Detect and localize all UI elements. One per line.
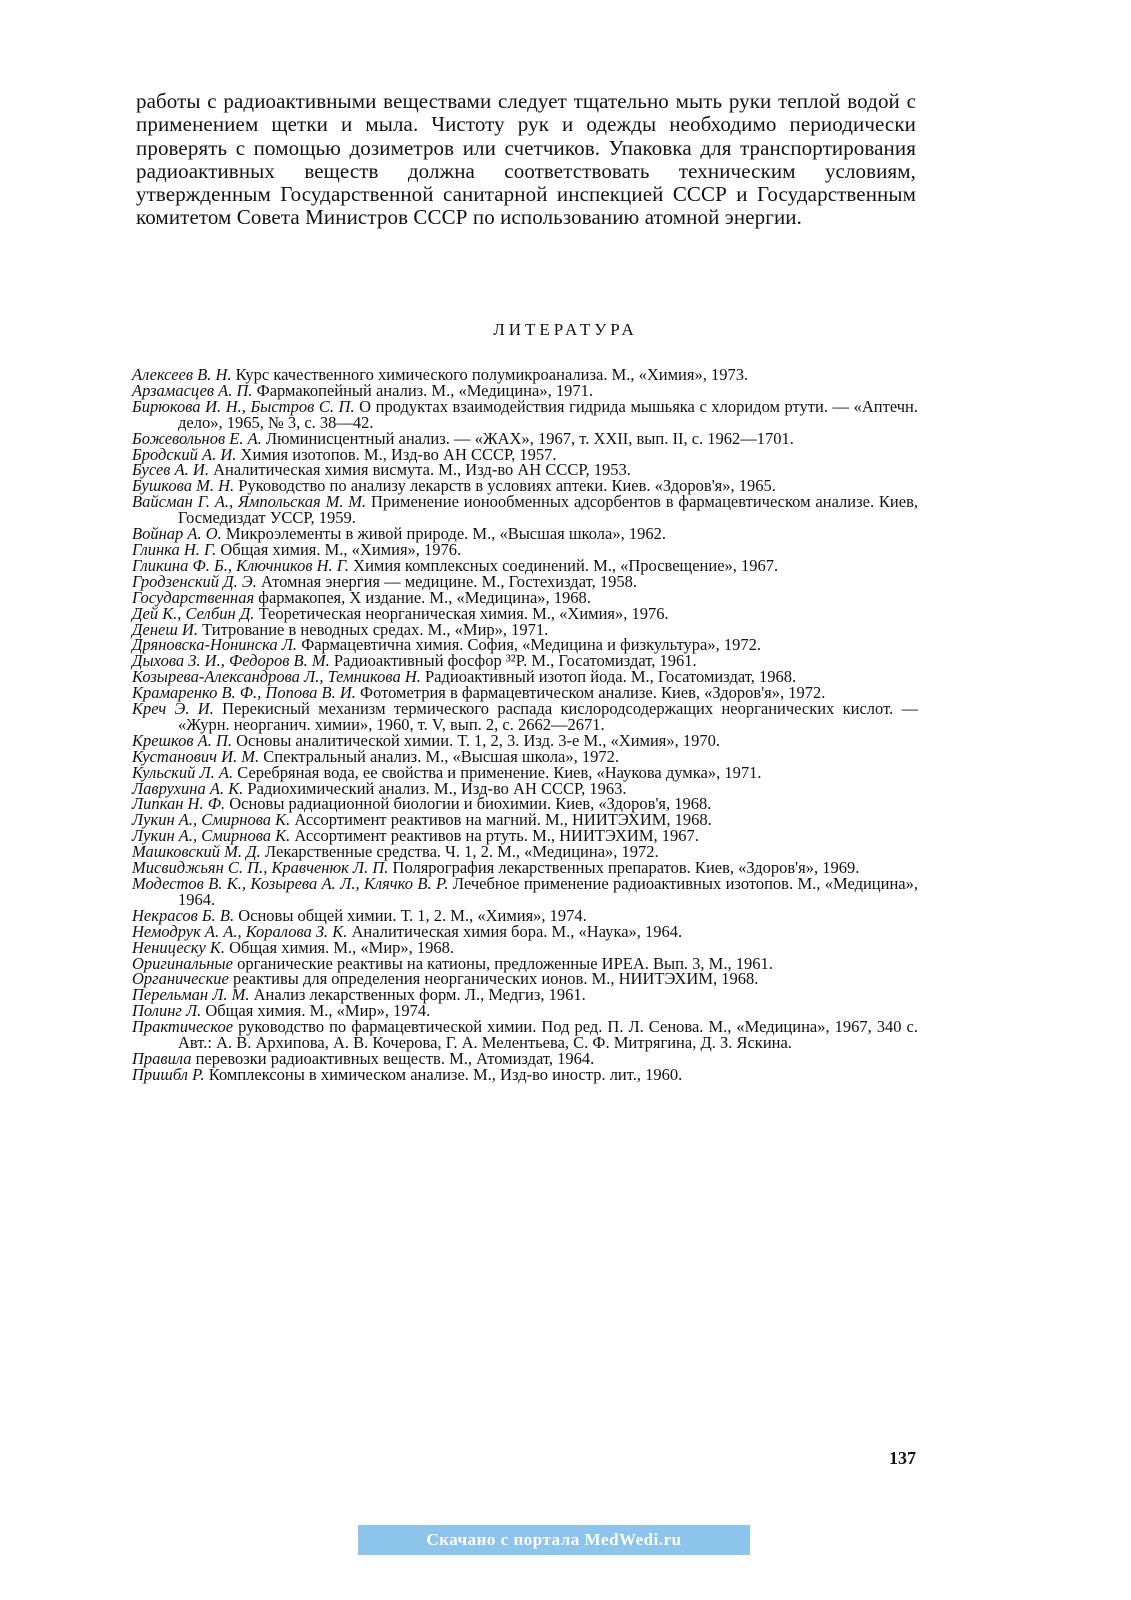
reference-text: Микроэлементы в живой природе. М., «Высшая школа», 1962. [221, 524, 666, 544]
reference-item [132, 396, 918, 432]
reference-text: Теоретическая неорганическая химия. М., «Химия», 1976. [254, 603, 669, 623]
reference-text: Перекисный механизм термического распада кислородсодержащих неорганических кислот. — «Журн. неорганич. химии», 1960, т. V, вып. 2, с. 2662—2671. [178, 699, 919, 734]
reference-text: Применение ионообменных адсорбентов в фармацевтическом анализе. Киев, Госмедиздат УССР, 1959. [178, 492, 918, 528]
reference-text: Радиоактивный изотоп йода. М., Госатомиздат, 1968. [420, 667, 797, 687]
reference-author: Бирюкова И. Н., Быстров С. П. [132, 396, 355, 416]
reference-text: Основы общей химии. Т. 1, 2. М., «Химия», 1974. [234, 905, 587, 925]
reference-author: Гродзенский Д. Э. [132, 571, 257, 591]
reference-text: Химия комплексных соединений. М., «Просвещение», 1967. [349, 555, 779, 575]
reference-author: Бродский А. И. [132, 444, 237, 464]
reference-text: Руководство по анализу лекарств в условиях аптеки. Киев. «Здоров'я», 1965. [234, 476, 776, 496]
reference-author: Дей К., Селбин Д. [132, 603, 255, 623]
reference-author: Кульский Л. А. [132, 762, 234, 782]
reference-text: Фармакопейный анализ. М., «Медицина», 1971. [252, 380, 593, 400]
reference-text: Титрование в неводных средах. М., «Мир», 1971. [197, 619, 549, 639]
reference-author: Мисвиджьян С. П., Кравченюк Л. П. [132, 858, 389, 878]
reference-text: Фотометрия в фармацевтическом анализе. Киев, «Здоров'я», 1972. [355, 683, 826, 703]
reference-text: Общая химия. М., «Мир», 1974. [201, 1001, 431, 1021]
reference-author: Модестов В. К., Козырева А. Л., Клячко В. Р. [132, 874, 449, 893]
reference-text: Лекарственные средства. Ч. 1, 2. М., «Медицина», 1972. [260, 842, 659, 862]
reference-author: Арзамасцев А. П. [132, 380, 253, 400]
reference-text: Основы аналитической химии. Т. 1, 2, 3. Изд. 3-е М., «Химия», 1970. [231, 730, 721, 750]
reference-author: Оригинальные [132, 953, 233, 973]
reference-author: Вайсман Г. А., Ямпольская М. М. [132, 492, 367, 512]
reference-text: Аналитическая химия бора. М., «Наука», 1964. [347, 921, 683, 941]
reference-author: Дряновска-Нонинска Л. [132, 635, 298, 655]
reference-author: Перельман Л. М. [132, 985, 250, 1005]
reference-text: Ассортимент реактивов на ртуть. М., НИИТЭХИМ, 1967. [290, 826, 699, 846]
reference-text: Лечебное применение радиоактивных изотопов. М., «Медицина», 1964. [178, 874, 918, 909]
reference-text: реактивы для определения неорганических ионов. М., НИИТЭХИМ, 1968. [228, 969, 759, 989]
reference-text: перевозки радиоактивных веществ. М., Атомиздат, 1964. [191, 1048, 595, 1068]
reference-author: Денеш И. [132, 619, 198, 639]
reference-author: Пришбл Р. [132, 1064, 205, 1084]
reference-text: Курс качественного химического полумикроанализа. М., «Химия», 1973. [231, 365, 749, 384]
reference-author: Креч Э. И. [132, 699, 214, 719]
reference-author: Крамаренко В. Ф., Попова В. И. [132, 683, 356, 703]
reference-author: Крешков А. П. [132, 730, 232, 750]
intro-paragraph: работы с радиоактивными веществами следует тщательно мыть руки теплой водой с применением щетки и мыла. Чистоту рук и одежды необходимо периодически проверять с помощью дозиметров или счетчиков. Упаковка для транспортирования радиоактивных веществ должна соответствовать техническим условиям, утвержденным Государственной санитарной инспекцией СССР и Государственным комитетом Совета Министров СССР по использованию атомной энергии. [136, 89, 916, 230]
reference-author: Полинг Л. [132, 1001, 202, 1021]
reference-text: руководство по фармацевтической химии. Под ред. П. Л. Сенова. М., «Медицина», 1967, 340 с. Авт.: А. В. Архипова, А. В. Кочерова, Г. А. Мелентьева, С. Ф. Митрягина, Д. З. Яскина. [178, 1017, 918, 1053]
reference-author: Лаврухина А. К. [132, 778, 244, 798]
reference-text: Химия изотопов. М., Изд-во АН СССР, 1957. [236, 444, 557, 464]
reference-text: Общая химия. М., «Химия», 1976. [216, 539, 462, 559]
download-banner: Скачано с портала MedWedi.ru [358, 1525, 750, 1555]
reference-author: Войнар А. О. [132, 524, 222, 544]
reference-author: Бусев А. И. [132, 460, 209, 480]
reference-author: Божевольнов Е. А. [132, 428, 262, 448]
reference-author: Козырева-Александрова Л., Темникова Н. [132, 667, 421, 687]
reference-author: Дыхова З. И., Федоров В. М. [132, 651, 330, 671]
reference-author: Правила [132, 1048, 192, 1068]
reference-text: Анализ лекарственных форм. Л., Медгиз, 1961. [249, 985, 586, 1005]
reference-author: Неницеску К. [132, 937, 226, 957]
reference-text: фармакопея, X издание. М., «Медицина», 1968. [254, 587, 591, 607]
reference-text: О продуктах взаимодействия гидрида мышьяка с хлоридом ртути. — «Аптечн. дело», 1965, № 3, с. 38—42. [178, 396, 918, 432]
reference-author: Глинка Н. Г. [132, 539, 217, 559]
reference-text: Радиоактивный фосфор ³²P. М., Госатомиздат, 1961. [329, 651, 697, 671]
reference-text: Люминисцентный анализ. — «ЖАХ», 1967, т. XXII, вып. II, с. 1962—1701. [261, 428, 794, 448]
reference-text: Аналитическая химия висмута. М., Изд-во АН СССР, 1953. [208, 460, 631, 480]
reference-item [132, 1019, 918, 1051]
reference-author: Лукин А., Смирнова К. [132, 826, 291, 846]
reference-text: Полярография лекарственных препаратов. Киев, «Здоров'я», 1969. [388, 858, 860, 878]
reference-text: Радиохимический анализ. М., Изд-во АН СССР, 1963. [243, 778, 627, 798]
reference-author: Некрасов Б. В. [132, 905, 235, 925]
reference-text: Общая химия. М., «Мир», 1968. [225, 937, 455, 957]
reference-text: Ассортимент реактивов на магний. М., НИИТЭХИМ, 1968. [290, 810, 712, 830]
reference-item [132, 1064, 918, 1084]
reference-author: Бушкова М. Н. [132, 476, 235, 496]
reference-text: Основы радиационной биологии и биохимии. Киев, «Здоров'я, 1968. [225, 794, 712, 814]
reference-list [132, 367, 918, 1083]
reference-text: Атомная энергия — медицине. М., Гостехиздат, 1958. [256, 571, 637, 591]
reference-author: Липкан Н. Ф. [132, 794, 226, 814]
reference-text: Серебряная вода, ее свойства и применение. Киев, «Наукова думка», 1971. [233, 762, 762, 782]
reference-text: органические реактивы на катионы, предложенные ИРЕА. Вып. 3, М., 1961. [232, 953, 773, 973]
reference-author: Немодрук А. А., Коралова З. К. [132, 921, 348, 941]
reference-text: Спектральный анализ. М., «Высшая школа», 1972. [259, 746, 620, 766]
reference-author: Кустанович И. М. [132, 746, 260, 766]
reference-text: Комплексоны в химическом анализе. М., Изд-во иностр. лит., 1960. [204, 1064, 683, 1084]
section-heading: ЛИТЕРАТУРА [493, 320, 638, 339]
reference-item [132, 876, 918, 908]
reference-author: Алексеев В. Н. [132, 365, 232, 384]
reference-item [132, 701, 918, 733]
reference-author: Лукин А., Смирнова К. [132, 810, 291, 830]
reference-author: Органические [132, 969, 229, 989]
reference-text: Фармацевтична химия. София, «Медицина и физкультура», 1972. [297, 635, 762, 655]
page-number: 137 [889, 1448, 916, 1468]
reference-item [132, 494, 918, 526]
reference-author: Гликина Ф. Б., Ключников Н. Г. [132, 555, 350, 575]
reference-author: Машковский М. Д. [132, 842, 261, 862]
reference-author: Практическое [132, 1017, 234, 1037]
reference-author: Государственная [132, 587, 255, 607]
